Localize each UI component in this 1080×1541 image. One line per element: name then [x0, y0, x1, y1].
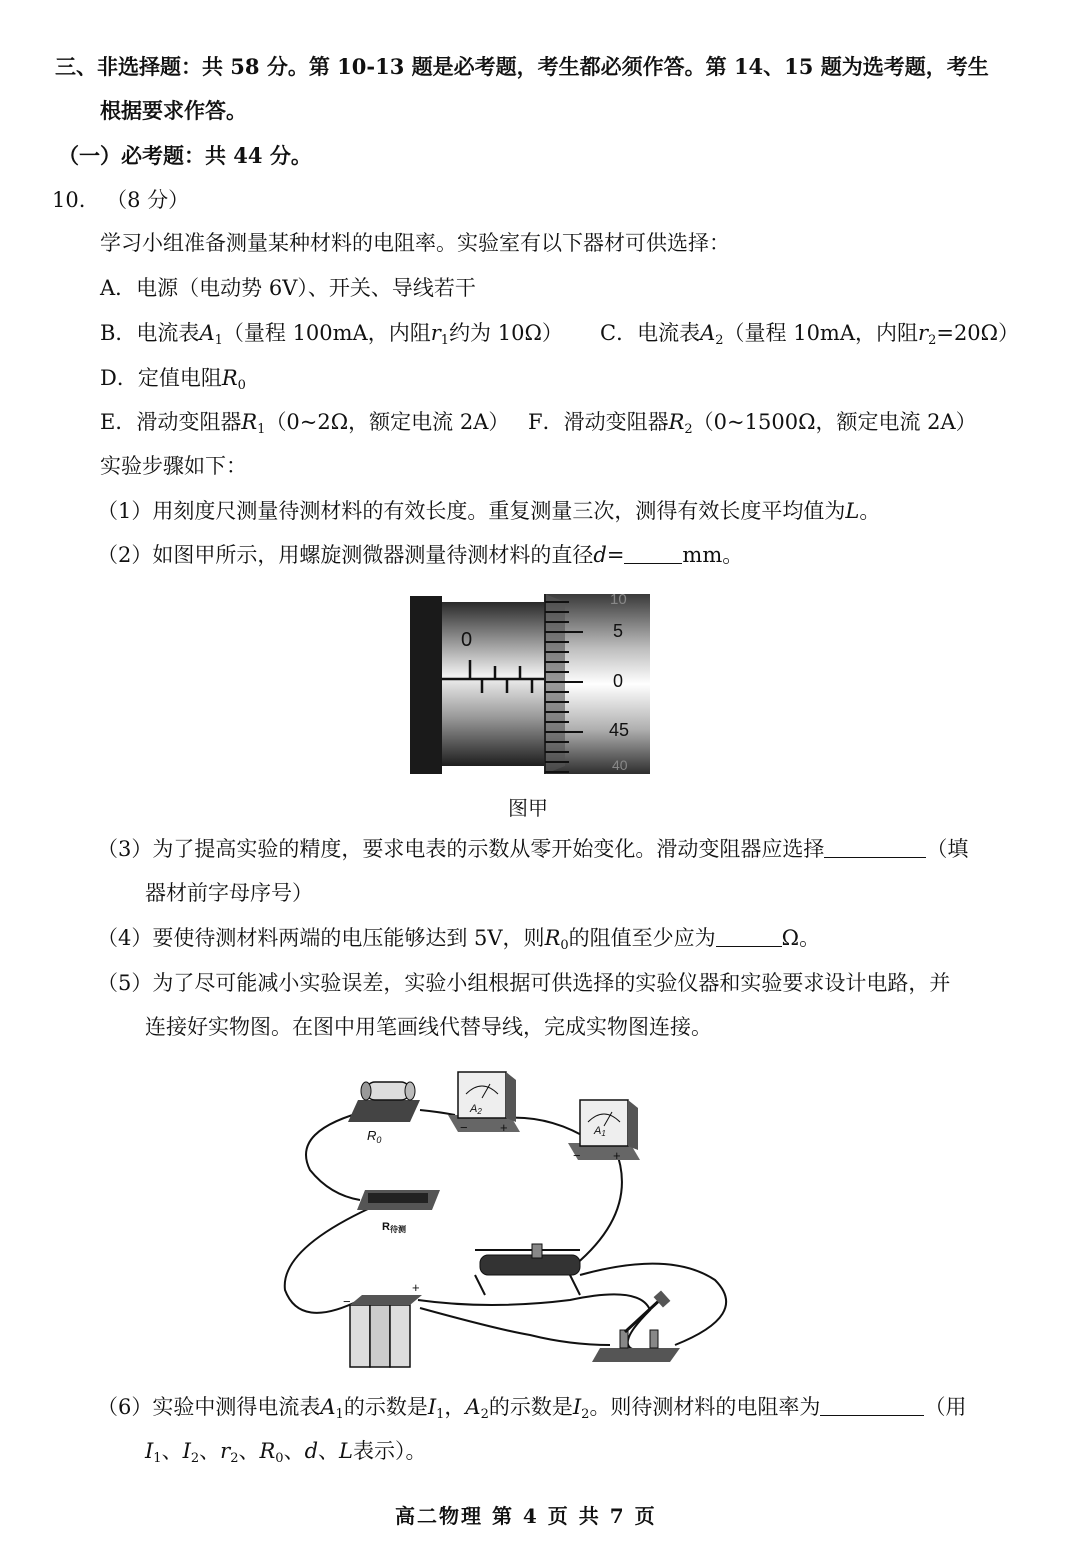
step-2-text: （2）如图甲所示，用螺旋测微器测量待测材料的直径 — [97, 543, 594, 567]
step-6-var-sep: 、 — [318, 1439, 340, 1463]
ammeter-a1-minus: − — [573, 1148, 581, 1163]
equipment-f-post: （0~1500Ω，额定电流 2A） — [692, 410, 977, 434]
step-6-text: （6）实验中测得电流表 — [97, 1395, 321, 1419]
step-2 — [97, 540, 743, 570]
step-6-var: R — [259, 1439, 276, 1463]
page-footer: 高二物理 第 4 页 共 7 页 — [395, 1504, 657, 1528]
step-6-cont — [145, 1436, 426, 1466]
step-3-end: （填 — [926, 837, 969, 861]
step-4-unit: Ω。 — [781, 926, 821, 950]
step-6-i1: I — [427, 1395, 437, 1419]
equipment-c-post: =20Ω） — [936, 321, 1020, 345]
thimble-label-45: 45 — [609, 720, 630, 740]
step-6-var: I — [182, 1439, 191, 1463]
micrometer-sleeve-zero: 0 — [461, 629, 473, 651]
rx-label: R待测 — [382, 1221, 406, 1234]
step-4-text: （4）要使待测材料两端的电压能够达到 5V，则 — [97, 926, 545, 950]
battery — [350, 1295, 422, 1367]
step-5-cont: 连接好实物图。在图中用笔画线代替导线，完成实物图连接。 — [145, 1015, 712, 1039]
step-6-mid3: 。则待测材料的电阻率为 — [589, 1395, 821, 1419]
question-intro: 学习小组准备测量某种材料的电阻率。实验室有以下器材可供选择： — [100, 231, 730, 255]
steps-title: 实验步骤如下： — [100, 454, 247, 478]
ammeter-a1-label: A1 — [594, 1125, 606, 1138]
step-6-end: （用 — [924, 1395, 967, 1419]
step-6-var-sep: 、 — [199, 1439, 221, 1463]
step-6-var-sub: 2 — [190, 1451, 200, 1466]
ammeter-a1-plus: + — [613, 1148, 621, 1163]
equipment-c — [600, 318, 1019, 348]
step-6-var-sep: 、 — [238, 1439, 260, 1463]
step-1 — [97, 496, 880, 526]
equipment-e-sub: 1 — [257, 422, 266, 437]
step-6-var-sep: 、 — [161, 1439, 183, 1463]
step-6-var: I — [145, 1439, 154, 1463]
equipment-e — [100, 407, 509, 437]
step-2-unit: mm。 — [682, 543, 744, 567]
section-heading: 三、非选择题：共 58 分。第 10-13 题是必考题，考生都必须作答。第 14、15 题为选考题，考生 — [55, 54, 989, 79]
equipment-e-label: E．滑动变阻器 — [100, 410, 242, 434]
rx-resistor — [357, 1190, 440, 1210]
equipment-b-post: 约为 10Ω） — [449, 321, 563, 345]
equipment-f — [528, 407, 977, 437]
equipment-d — [100, 363, 246, 393]
question-points: （8 分） — [106, 188, 190, 212]
rheostat — [475, 1244, 580, 1295]
step-6-answer-blank[interactable] — [820, 1393, 924, 1416]
step-6-var-sub: 1 — [153, 1451, 162, 1466]
step-3-text: （3）为了提高实验的精度，要求电表的示数从零开始变化。滑动变阻器应选择 — [97, 837, 825, 861]
step-6-i1-sub: 1 — [436, 1407, 445, 1422]
step-5: （5）为了尽可能减小实验误差，实验小组根据可供选择的实验仪器和实验要求设计电路，并 — [97, 971, 951, 995]
step-3 — [97, 834, 968, 864]
r0-resistor — [348, 1082, 420, 1122]
equipment-e-symbol: R — [241, 410, 258, 434]
thimble-label-0: 0 — [613, 671, 624, 691]
step-4-sub: 0 — [560, 938, 569, 953]
equipment-f-sub: 2 — [684, 422, 693, 437]
step-6-cont-end: 表示）。 — [352, 1439, 427, 1463]
sub-heading: （一）必考题：共 44 分。 — [58, 143, 312, 168]
step-3-answer-blank[interactable] — [824, 835, 926, 858]
battery-minus: − — [343, 1294, 351, 1309]
step-6-a2-sub: 2 — [480, 1407, 489, 1422]
step-4-mid: 的阻值至少应为 — [568, 926, 716, 950]
thimble-label-5: 5 — [613, 621, 624, 641]
equipment-b — [100, 318, 563, 348]
step-1-var: L — [845, 499, 860, 523]
step-6 — [97, 1392, 966, 1422]
step-2-var: d — [593, 543, 607, 567]
equipment-b-label: B．电流表 — [100, 321, 200, 345]
micrometer-sleeve — [442, 602, 552, 766]
step-2-answer-blank[interactable] — [624, 541, 682, 564]
step-4-answer-blank[interactable] — [716, 924, 782, 947]
circuit-figure — [270, 1060, 750, 1380]
equipment-d-sub: 0 — [237, 378, 246, 393]
equipment-b-symbol: A — [199, 321, 215, 345]
step-6-var-sub: 0 — [275, 1451, 284, 1466]
r0-label: $R_0$ — [367, 1128, 382, 1145]
ammeter-a2-label: A2 — [470, 1103, 482, 1116]
ammeter-a2 — [448, 1072, 520, 1132]
step-3-cont: 器材前字母序号） — [145, 881, 313, 905]
step-6-var-sep: 、 — [283, 1439, 305, 1463]
equipment-c-rsub: 2 — [928, 333, 937, 348]
step-6-var: r — [220, 1439, 231, 1463]
step-6-i2-sub: 2 — [581, 1407, 590, 1422]
equipment-b-r: r — [430, 321, 441, 345]
step-6-variable-list — [145, 1439, 353, 1466]
step-6-a2: A — [465, 1395, 481, 1419]
equipment-b-rsub: 1 — [440, 333, 450, 348]
step-1-text: （1）用刻度尺测量待测材料的有效长度。重复测量三次，测得有效长度平均值为 — [97, 499, 846, 523]
micrometer-figure — [405, 590, 655, 778]
equipment-b-desc: （量程 100mA，内阻 — [222, 321, 431, 345]
step-6-mid2: 的示数是 — [488, 1395, 573, 1419]
equipment-c-symbol: A — [700, 321, 716, 345]
ammeter-a2-minus: − — [460, 1120, 468, 1135]
thimble-label-40: 40 — [612, 757, 628, 773]
question-number: 10. — [52, 188, 86, 212]
step-4-symbol: R — [544, 926, 561, 950]
step-6-i2: I — [572, 1395, 582, 1419]
equipment-d-symbol: R — [221, 366, 238, 390]
equipment-f-symbol: R — [668, 410, 685, 434]
step-6-comma: ， — [444, 1395, 466, 1419]
equipment-c-sub: 2 — [715, 333, 724, 348]
step-6-mid1: 的示数是 — [343, 1395, 428, 1419]
equipment-c-desc: （量程 10mA，内阻 — [723, 321, 919, 345]
equipment-e-post: （0~2Ω，额定电流 2A） — [265, 410, 510, 434]
equipment-c-label: C．电流表 — [600, 321, 701, 345]
step-6-var: d — [304, 1439, 319, 1463]
thimble-label-10: 10 — [610, 591, 627, 608]
equipment-c-r: r — [918, 321, 929, 345]
figure-1-caption: 图甲 — [508, 796, 548, 820]
step-6-var-sub: 2 — [230, 1451, 239, 1466]
ammeter-a2-plus: + — [500, 1120, 508, 1135]
battery-plus: + — [412, 1280, 420, 1295]
equipment-b-sub: 1 — [214, 333, 223, 348]
step-6-a1: A — [320, 1395, 336, 1419]
equipment-d-label: D．定值电阻 — [100, 366, 222, 390]
step-6-a1-sub: 1 — [335, 1407, 344, 1422]
step-1-end: 。 — [859, 499, 881, 523]
equipment-f-label: F．滑动变阻器 — [528, 410, 669, 434]
step-2-eq: = — [606, 543, 625, 567]
question-header — [52, 185, 189, 215]
section-heading-cont: 根据要求作答。 — [100, 98, 247, 123]
step-6-var: L — [339, 1439, 353, 1463]
step-4 — [97, 923, 820, 953]
micrometer-frame — [410, 596, 442, 774]
equipment-a: A．电源（电动势 6V）、开关、导线若干 — [100, 276, 476, 300]
